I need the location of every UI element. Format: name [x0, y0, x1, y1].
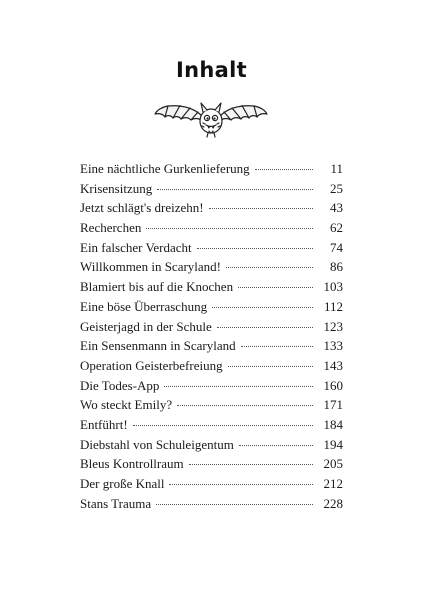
page-number: 62	[330, 220, 343, 236]
page-number: 205	[323, 456, 343, 472]
toc-entry	[80, 257, 343, 277]
toc-entry	[80, 198, 343, 218]
page-number: 11	[330, 161, 343, 176]
chapter-title: Wo steckt Emily?	[80, 397, 173, 413]
chapter-title: Ein Sensenmann in Scaryland	[80, 338, 236, 354]
dot-leader	[241, 346, 313, 347]
dot-leader	[169, 484, 313, 485]
chapter-title: Eine nächtliche Gurkenlieferung	[80, 161, 250, 176]
dot-leader	[177, 405, 313, 406]
table-of-contents	[80, 159, 343, 513]
chapter-title: Blamiert bis auf die Knochen	[80, 279, 234, 295]
dot-leader	[226, 267, 313, 268]
page-number: 228	[323, 495, 343, 511]
page-number: 74	[330, 239, 343, 255]
page-number: 171	[323, 397, 343, 413]
page-number: 123	[323, 318, 343, 334]
page-number: 86	[330, 259, 343, 275]
bat-illustration-icon	[154, 97, 268, 139]
toc-entry	[80, 179, 343, 199]
toc-entry	[80, 159, 343, 179]
toc-entry	[80, 494, 343, 514]
page-number: 184	[323, 416, 343, 432]
dot-leader	[238, 287, 313, 288]
chapter-title: Geisterjagd in der Schule	[80, 318, 212, 334]
page-number: 103	[323, 279, 343, 295]
toc-entry	[80, 317, 343, 337]
dot-leader	[189, 464, 313, 465]
toc-entry	[80, 238, 343, 258]
toc-entry	[80, 454, 343, 474]
toc-entry	[80, 277, 343, 297]
page-number: 194	[323, 436, 343, 452]
toc-entry	[80, 297, 343, 317]
page-number: 25	[330, 180, 343, 196]
page-number: 212	[323, 476, 343, 491]
chapter-title: Der große Knall	[80, 476, 165, 491]
dot-leader	[133, 425, 313, 426]
chapter-title: Operation Geisterbefreiung	[80, 357, 223, 373]
chapter-title: Stans Trauma	[80, 495, 152, 511]
toc-entry	[80, 356, 343, 376]
chapter-title: Recherchen	[80, 220, 142, 236]
toc-entry	[80, 218, 343, 238]
chapter-title: Jetzt schlägt's dreizehn!	[80, 200, 204, 216]
page-number: 43	[330, 200, 343, 216]
page-number: 133	[323, 338, 343, 354]
dot-leader	[197, 248, 313, 249]
dot-leader	[217, 327, 313, 328]
toc-entry	[80, 435, 343, 455]
dot-leader	[228, 366, 313, 367]
toc-entry	[80, 415, 343, 435]
toc-entry	[80, 474, 343, 494]
chapter-title: Willkommen in Scaryland!	[80, 259, 222, 275]
dot-leader	[146, 228, 313, 229]
page-number: 143	[323, 357, 343, 373]
toc-entry	[80, 376, 343, 396]
dot-leader	[156, 504, 313, 505]
dot-leader	[164, 386, 313, 387]
chapter-title: Entführt!	[80, 416, 128, 432]
page-number: 160	[323, 377, 343, 393]
dot-leader	[212, 307, 313, 308]
chapter-title: Krisensitzung	[80, 180, 153, 196]
dot-leader	[209, 208, 313, 209]
chapter-title: Bleus Kontrollraum	[80, 456, 184, 472]
chapter-title: Ein falscher Verdacht	[80, 239, 192, 255]
chapter-title: Die Todes-App	[80, 377, 160, 393]
page-number: 112	[323, 298, 343, 314]
dot-leader	[239, 445, 313, 446]
toc-entry	[80, 336, 343, 356]
dot-leader	[255, 169, 313, 170]
page-title: Inhalt	[176, 58, 247, 82]
toc-entry	[80, 395, 343, 415]
dot-leader	[157, 189, 313, 190]
chapter-title: Eine böse Überraschung	[80, 298, 208, 314]
chapter-title: Diebstahl von Schuleigentum	[80, 436, 234, 452]
